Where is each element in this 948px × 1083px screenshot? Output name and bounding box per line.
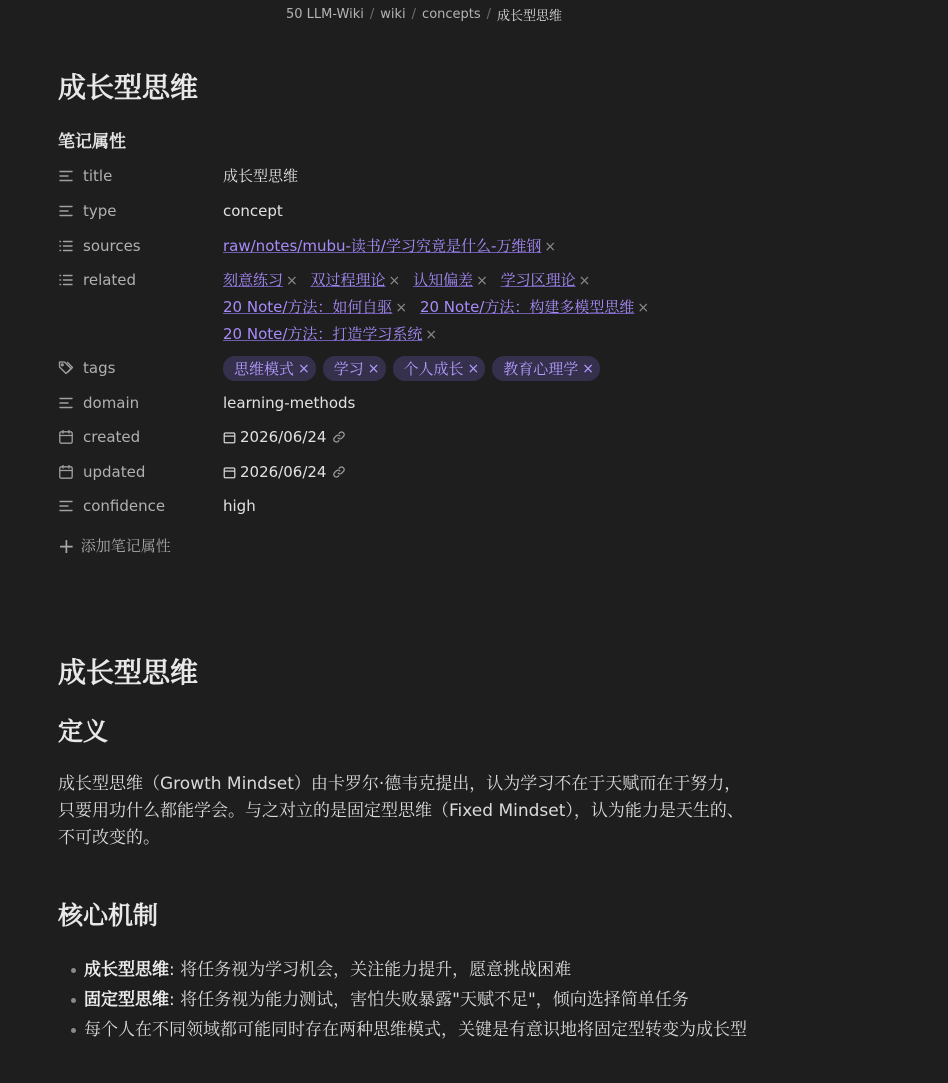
breadcrumb-item-wiki[interactable]: wiki xyxy=(380,7,406,22)
link-icon[interactable] xyxy=(332,465,346,479)
text-lines-icon xyxy=(58,498,74,514)
property-key-title[interactable] xyxy=(58,164,223,188)
property-key-domain[interactable] xyxy=(58,391,223,415)
property-key-label: title xyxy=(83,167,113,185)
property-value-tags xyxy=(223,356,743,381)
remove-tag-icon[interactable]: × xyxy=(298,360,310,377)
related-link[interactable]: 学习区理论 xyxy=(500,271,576,289)
add-property-label: 添加笔记属性 xyxy=(80,537,171,555)
property-key-updated[interactable] xyxy=(58,460,223,484)
related-link[interactable]: 双过程理论 xyxy=(310,271,386,289)
remove-tag-icon[interactable]: × xyxy=(467,360,480,377)
date-value: 2026/06/24 xyxy=(240,428,327,446)
property-value-created[interactable] xyxy=(223,425,743,451)
property-key-type[interactable] xyxy=(58,199,223,223)
tag-label: 个人成长 xyxy=(403,359,464,378)
property-value-sources xyxy=(223,234,743,261)
definition-paragraph[interactable]: 成长型思维（Growth Mindset）由卡罗尔·德韦克提出，认为学习不在于天赋而在于努力，只要用功什么都能学会。与之对立的是固定型思维（Fixed Mindset），认为能力是天生的、不可改变的。 xyxy=(58,774,744,848)
breadcrumb xyxy=(286,5,562,24)
property-key-sources[interactable] xyxy=(58,234,223,258)
source-link[interactable]: raw/notes/mubu-读书/学习究竟是什么-万维钢 xyxy=(223,237,542,255)
property-value-type[interactable]: concept xyxy=(223,202,283,220)
remove-tag-icon[interactable]: × xyxy=(582,360,594,377)
breadcrumb-item-vault[interactable]: 50 LLM-Wiki xyxy=(286,7,364,22)
property-key-label: domain xyxy=(83,394,140,412)
tags-icon xyxy=(58,360,74,376)
property-key-tags[interactable] xyxy=(58,356,223,380)
related-link[interactable]: 20 Note/方法：打造学习系统 xyxy=(223,325,423,343)
related-link[interactable]: 20 Note/方法：构建多模型思维 xyxy=(419,298,635,316)
breadcrumb-separator: / xyxy=(486,7,492,22)
list-item-text: 每个人在不同领域都可能同时存在两种思维模式，关键是有意识地将固定型转变为成长型 xyxy=(84,1020,747,1040)
property-key-label: type xyxy=(83,202,117,220)
date-value: 2026/06/24 xyxy=(240,463,327,481)
property-value-related xyxy=(223,268,743,349)
calendar-icon xyxy=(223,466,236,479)
tag-label: 思维模式 xyxy=(234,359,295,378)
breadcrumb-separator: / xyxy=(411,7,417,22)
property-value-domain[interactable]: learning-methods xyxy=(223,394,356,412)
property-key-label: updated xyxy=(83,463,146,481)
remove-icon[interactable]: × xyxy=(476,273,488,289)
property-key-label: related xyxy=(83,271,137,289)
related-link[interactable]: 20 Note/方法：如何自驱 xyxy=(223,298,393,316)
tag-label: 教育心理学 xyxy=(503,359,579,378)
remove-icon[interactable]: × xyxy=(286,273,298,289)
properties-heading[interactable]: 笔记属性 xyxy=(58,132,126,152)
related-link[interactable]: 认知偏差 xyxy=(413,271,474,289)
property-key-label: sources xyxy=(83,237,141,255)
definition-heading[interactable]: 定义 xyxy=(58,717,109,746)
tag-chip[interactable] xyxy=(393,356,486,381)
property-key-label: confidence xyxy=(83,497,166,515)
remove-tag-icon[interactable]: × xyxy=(367,360,380,377)
breadcrumb-item-concepts[interactable]: concepts xyxy=(422,7,481,22)
property-value-title[interactable]: 成长型思维 xyxy=(223,167,299,185)
list-icon xyxy=(58,272,74,288)
content-heading-1[interactable]: 成长型思维 xyxy=(58,656,199,689)
property-value-confidence[interactable]: high xyxy=(223,497,256,515)
remove-icon[interactable]: × xyxy=(637,300,650,316)
tag-chip[interactable] xyxy=(323,356,386,381)
remove-icon[interactable]: × xyxy=(388,273,401,289)
list-item[interactable] xyxy=(58,957,758,984)
tag-chip[interactable] xyxy=(223,356,316,381)
list-item-text: : 将任务视为能力测试，害怕失败暴露"天赋不足"，倾向选择简单任务 xyxy=(169,990,689,1010)
mechanism-heading[interactable]: 核心机制 xyxy=(58,901,159,930)
related-link[interactable]: 刻意练习 xyxy=(223,271,284,289)
remove-icon[interactable]: × xyxy=(395,300,408,316)
note-title[interactable]: 成长型思维 xyxy=(58,71,199,104)
property-key-confidence[interactable] xyxy=(58,494,223,518)
list-item[interactable] xyxy=(58,1017,758,1044)
text-lines-icon xyxy=(58,203,74,219)
list-item-bold: 成长型思维 xyxy=(84,960,169,980)
list-item-text: : 将任务视为学习机会，关注能力提升，愿意挑战困难 xyxy=(169,960,572,980)
calendar-icon xyxy=(58,429,74,445)
mechanism-list xyxy=(58,957,758,1047)
property-key-related[interactable] xyxy=(58,268,223,292)
remove-icon[interactable]: × xyxy=(578,273,591,289)
list-icon xyxy=(58,238,74,254)
tag-label: 学习 xyxy=(333,359,364,378)
text-lines-icon xyxy=(58,168,74,184)
breadcrumb-item-current[interactable]: 成长型思维 xyxy=(497,9,563,24)
calendar-icon xyxy=(223,431,236,444)
plus-icon: + xyxy=(58,533,75,558)
calendar-icon xyxy=(58,464,74,480)
property-key-label: tags xyxy=(83,359,116,377)
list-item[interactable] xyxy=(58,987,758,1014)
property-key-label: created xyxy=(83,428,141,446)
link-icon[interactable] xyxy=(332,430,346,444)
remove-icon[interactable]: × xyxy=(544,239,557,255)
add-property-button[interactable] xyxy=(58,535,171,556)
remove-icon[interactable]: × xyxy=(425,327,438,343)
tag-chip[interactable] xyxy=(492,356,600,381)
property-key-created[interactable] xyxy=(58,425,223,449)
list-item-bold: 固定型思维 xyxy=(84,990,169,1010)
property-value-updated[interactable] xyxy=(223,460,743,486)
breadcrumb-separator: / xyxy=(369,7,375,22)
text-lines-icon xyxy=(58,395,74,411)
